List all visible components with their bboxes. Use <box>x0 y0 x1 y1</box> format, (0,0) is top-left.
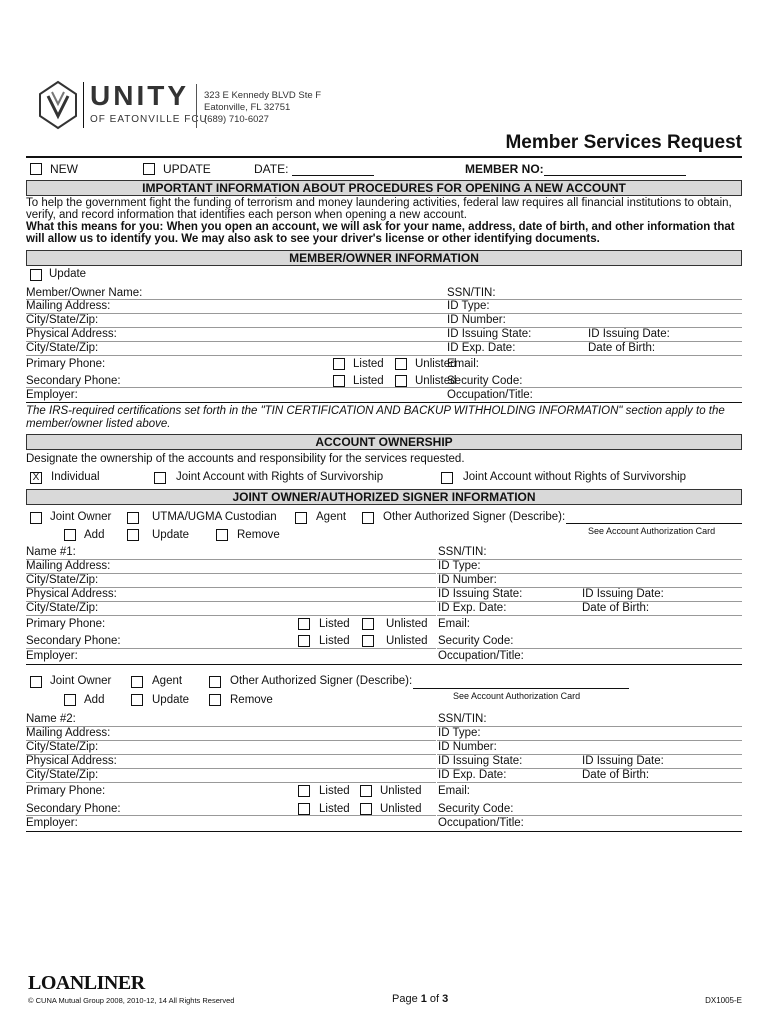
member-row-rule <box>26 341 446 342</box>
j1-secondary-listed-checkbox[interactable] <box>298 635 310 647</box>
j1-secondary-unlisted-checkbox[interactable] <box>362 635 374 647</box>
j1-id-exp-label: ID Exp. Date: <box>438 602 507 614</box>
j2-employer-label: Employer: <box>26 817 78 829</box>
j1-row-rule <box>26 648 436 649</box>
unlisted-label: Unlisted <box>386 635 428 647</box>
j2-right-rule <box>437 740 742 741</box>
j1-right-rule <box>437 615 742 616</box>
j1-id-issuing-date-label: ID Issuing Date: <box>582 588 664 600</box>
j1-employer-label: Employer: <box>26 650 78 662</box>
member-row-rule <box>26 299 446 300</box>
j1-right-rule <box>437 601 742 602</box>
j2-other-signer-field[interactable] <box>413 688 629 689</box>
j2-remove-label: Remove <box>230 694 273 706</box>
j2-occupation-label: Occupation/Title: <box>438 817 524 829</box>
member-id-number-label: ID Number: <box>447 314 506 326</box>
j1-csz1-label: City/State/Zip: <box>26 574 99 586</box>
member-update-label: Update <box>49 268 87 280</box>
listed-label: Listed <box>319 785 350 797</box>
member-right-rule <box>446 387 742 388</box>
important-text-3: What this means for you: When you open an account, we will ask for your name, address, date of birth, and other information that <box>26 221 735 233</box>
date-field[interactable] <box>292 175 374 176</box>
member-id-issuing-state-label: ID Issuing State: <box>447 328 532 340</box>
j2-email-label: Email: <box>438 785 470 797</box>
j2-see-card-note: See Account Authorization Card <box>453 691 581 701</box>
member-secondary-unlisted-checkbox[interactable] <box>395 375 407 387</box>
unlisted-label: Unlisted <box>415 358 457 370</box>
page-total: 3 <box>442 993 449 1005</box>
member-security-code-label: Security Code: <box>447 375 523 387</box>
member-csz2-label: City/State/Zip: <box>26 342 99 354</box>
individual-label: Individual <box>51 471 100 483</box>
j2-right-rule <box>437 782 742 783</box>
j2-secondary-phone-label: Secondary Phone: <box>26 803 121 815</box>
j1-utma-label: UTMA/UGMA Custodian <box>152 511 277 523</box>
j1-row-rule <box>26 559 436 560</box>
unlisted-label: Unlisted <box>415 375 457 387</box>
member-right-rule <box>446 313 742 314</box>
j1-remove-checkbox[interactable] <box>216 529 228 541</box>
j2-update-checkbox[interactable] <box>131 694 143 706</box>
member-no-label: MEMBER NO: <box>465 162 544 176</box>
logo-divider <box>83 82 84 128</box>
j2-row-rule <box>26 754 436 755</box>
member-email-label: Email: <box>447 358 479 370</box>
member-csz1-label: City/State/Zip: <box>26 314 99 326</box>
member-right-rule <box>446 327 742 328</box>
member-right-rule <box>446 355 742 356</box>
important-text-1: To help the government fight the funding of terrorism and money laundering activities, federal law requires all financial institutions to obtain, <box>26 197 732 209</box>
j2-primary-unlisted-checkbox[interactable] <box>360 785 372 797</box>
joint-owner-heading: JOINT OWNER/AUTHORIZED SIGNER INFORMATION <box>26 489 742 505</box>
j2-csz1-label: City/State/Zip: <box>26 741 99 753</box>
j2-csz2-label: City/State/Zip: <box>26 769 99 781</box>
j1-primary-phone-label: Primary Phone: <box>26 618 106 630</box>
j2-primary-phone-label: Primary Phone: <box>26 785 106 797</box>
j2-ssn-label: SSN/TIN: <box>438 713 487 725</box>
member-dob-label: Date of Birth: <box>588 342 656 354</box>
j1-joint-owner-label: Joint Owner <box>50 511 112 523</box>
j2-agent-label: Agent <box>152 675 183 687</box>
irs-note-2: member/owner listed above. <box>26 418 171 430</box>
joint-with-rights-label: Joint Account with Rights of Survivorship <box>176 471 384 483</box>
j2-name-label: Name #2: <box>26 713 76 725</box>
j2-security-code-label: Security Code: <box>438 803 514 815</box>
address-line-1: 323 E Kennedy BLVD Ste F <box>204 90 322 101</box>
joint-with-rights-checkbox[interactable] <box>154 472 166 484</box>
j1-right-rule <box>437 648 742 649</box>
update-checkbox[interactable] <box>143 163 155 175</box>
j1-joint-owner-checkbox[interactable] <box>30 512 42 524</box>
j1-right-rule <box>437 573 742 574</box>
joint-without-rights-checkbox[interactable] <box>441 472 453 484</box>
j2-dob-label: Date of Birth: <box>582 769 650 781</box>
member-physical-label: Physical Address: <box>26 328 117 340</box>
j2-row-rule <box>26 768 436 769</box>
loanliner-logo: LOANLINER <box>28 972 145 994</box>
member-id-type-label: ID Type: <box>447 300 490 312</box>
logo-text: UNITY <box>90 80 189 111</box>
j2-row-rule <box>26 740 436 741</box>
member-no-field[interactable] <box>544 175 686 176</box>
member-update-checkbox[interactable] <box>30 269 42 281</box>
j2-add-label: Add <box>84 694 105 706</box>
j2-mailing-label: Mailing Address: <box>26 727 111 739</box>
j1-secondary-phone-label: Secondary Phone: <box>26 635 121 647</box>
form-title: Member Services Request <box>505 132 742 153</box>
account-ownership-heading: ACCOUNT OWNERSHIP <box>26 434 742 450</box>
listed-label: Listed <box>353 358 384 370</box>
j1-right-rule <box>437 559 742 560</box>
member-primary-phone-label: Primary Phone: <box>26 358 106 370</box>
form-code: DX1005-E <box>705 996 742 1005</box>
address-divider <box>196 84 197 128</box>
individual-checkbox[interactable]: X <box>30 472 42 484</box>
j1-add-label: Add <box>84 529 105 541</box>
member-right-rule <box>446 341 742 342</box>
member-occupation-label: Occupation/Title: <box>447 389 533 401</box>
phone-number: (689) 710-6027 <box>204 114 269 125</box>
j1-row-rule <box>26 587 436 588</box>
listed-label: Listed <box>353 375 384 387</box>
member-primary-listed-checkbox[interactable] <box>333 358 345 370</box>
important-heading: IMPORTANT INFORMATION ABOUT PROCEDURES FOR OPENING A NEW ACCOUNT <box>26 180 742 196</box>
date-label: DATE: <box>254 162 289 176</box>
j2-primary-listed-checkbox[interactable] <box>298 785 310 797</box>
j2-update-label: Update <box>152 694 190 706</box>
listed-label: Listed <box>319 635 350 647</box>
member-bottom-rule <box>26 402 742 403</box>
unlisted-label: Unlisted <box>380 803 422 815</box>
unity-logo-mark <box>38 80 78 130</box>
j1-agent-label: Agent <box>316 511 347 523</box>
listed-label: Listed <box>319 803 350 815</box>
j2-id-type-label: ID Type: <box>438 727 481 739</box>
j1-see-card-note: See Account Authorization Card <box>588 526 716 536</box>
member-name-label: Member/Owner Name: <box>26 287 143 299</box>
j2-other-signer-label: Other Authorized Signer (Describe): <box>230 675 413 687</box>
j1-other-signer-field[interactable] <box>566 523 742 524</box>
j1-occupation-label: Occupation/Title: <box>438 650 524 662</box>
important-text-4: will allow us to identify you. We may also ask to see your driver's license or other identifying documents. <box>26 233 600 245</box>
j1-ssn-label: SSN/TIN: <box>438 546 487 558</box>
j2-row-rule <box>26 726 436 727</box>
j1-email-label: Email: <box>438 618 470 630</box>
j1-physical-label: Physical Address: <box>26 588 117 600</box>
important-text-2: verify, and record information that identifies each person when opening a new account. <box>26 209 467 221</box>
j2-agent-checkbox[interactable] <box>131 676 143 688</box>
j2-right-rule <box>437 754 742 755</box>
new-checkbox[interactable] <box>30 163 42 175</box>
j1-primary-listed-checkbox[interactable] <box>298 618 310 630</box>
j2-id-exp-label: ID Exp. Date: <box>438 769 507 781</box>
listed-label: Listed <box>319 618 350 630</box>
j2-id-issuing-state-label: ID Issuing State: <box>438 755 523 767</box>
j1-agent-checkbox[interactable] <box>295 512 307 524</box>
j1-security-code-label: Security Code: <box>438 635 514 647</box>
unlisted-label: Unlisted <box>386 618 428 630</box>
j2-right-rule <box>437 815 742 816</box>
j1-id-issuing-state-label: ID Issuing State: <box>438 588 523 600</box>
j2-right-rule <box>437 726 742 727</box>
j1-row-rule <box>26 573 436 574</box>
j1-name-label: Name #1: <box>26 546 76 558</box>
j2-row-rule <box>26 815 436 816</box>
j1-update-label: Update <box>152 529 190 541</box>
j2-right-rule <box>437 768 742 769</box>
j2-id-number-label: ID Number: <box>438 741 497 753</box>
logo-subtext: OF EATONVILLE FCU <box>90 114 208 125</box>
j2-secondary-unlisted-checkbox[interactable] <box>360 803 372 815</box>
j1-update-checkbox[interactable] <box>127 529 139 541</box>
j2-id-issuing-date-label: ID Issuing Date: <box>582 755 664 767</box>
j2-other-signer-checkbox[interactable] <box>209 676 221 688</box>
new-label: NEW <box>50 162 78 176</box>
member-secondary-listed-checkbox[interactable] <box>333 375 345 387</box>
title-rule <box>26 156 742 158</box>
member-primary-unlisted-checkbox[interactable] <box>395 358 407 370</box>
j1-primary-unlisted-checkbox[interactable] <box>362 618 374 630</box>
j2-row-rule <box>26 782 436 783</box>
j1-csz2-label: City/State/Zip: <box>26 602 99 614</box>
j1-add-checkbox[interactable] <box>64 529 76 541</box>
member-id-issuing-date-label: ID Issuing Date: <box>588 328 670 340</box>
j2-joint-owner-checkbox[interactable] <box>30 676 42 688</box>
j2-add-checkbox[interactable] <box>64 694 76 706</box>
update-label: UPDATE <box>163 162 211 176</box>
member-secondary-phone-label: Secondary Phone: <box>26 375 121 387</box>
j1-id-type-label: ID Type: <box>438 560 481 572</box>
j1-remove-label: Remove <box>237 529 280 541</box>
copyright-text: © CUNA Mutual Group 2008, 2010-12, 14 All Rights Reserved <box>28 996 235 1005</box>
j2-bottom-rule <box>26 831 742 832</box>
member-owner-heading: MEMBER/OWNER INFORMATION <box>26 250 742 266</box>
member-right-rule <box>446 299 742 300</box>
joint-without-rights-label: Joint Account without Rights of Survivorship <box>463 471 687 483</box>
j2-secondary-listed-checkbox[interactable] <box>298 803 310 815</box>
page-number <box>392 993 448 1005</box>
j1-id-number-label: ID Number: <box>438 574 497 586</box>
member-row-rule <box>26 355 446 356</box>
j1-other-signer-label: Other Authorized Signer (Describe): <box>383 511 566 523</box>
j1-utma-checkbox[interactable] <box>127 512 139 524</box>
address-line-2: Eatonville, FL 32751 <box>204 102 291 113</box>
member-ssn-label: SSN/TIN: <box>447 287 496 299</box>
unlisted-label: Unlisted <box>380 785 422 797</box>
j1-right-rule <box>437 587 742 588</box>
page-prefix: Page <box>392 993 421 1005</box>
j1-other-signer-checkbox[interactable] <box>362 512 374 524</box>
member-mailing-label: Mailing Address: <box>26 300 111 312</box>
designate-text: Designate the ownership of the accounts and responsibility for the services requested. <box>26 453 465 465</box>
j1-bottom-rule <box>26 664 742 665</box>
member-row-rule <box>26 387 446 388</box>
page-current: 1 <box>420 993 427 1005</box>
member-row-rule <box>26 327 446 328</box>
j1-mailing-label: Mailing Address: <box>26 560 111 572</box>
member-row-rule <box>26 313 446 314</box>
member-id-exp-label: ID Exp. Date: <box>447 342 516 354</box>
irs-note-1: The IRS-required certifications set forth in the "TIN CERTIFICATION AND BACKUP WITHHOLDING INFORMATION" section apply to the <box>26 405 725 417</box>
j1-row-rule <box>26 615 436 616</box>
j2-joint-owner-label: Joint Owner <box>50 675 112 687</box>
j1-row-rule <box>26 601 436 602</box>
j1-dob-label: Date of Birth: <box>582 602 650 614</box>
member-employer-label: Employer: <box>26 389 78 401</box>
j2-remove-checkbox[interactable] <box>209 694 221 706</box>
j2-physical-label: Physical Address: <box>26 755 117 767</box>
page-of: of <box>426 993 443 1005</box>
